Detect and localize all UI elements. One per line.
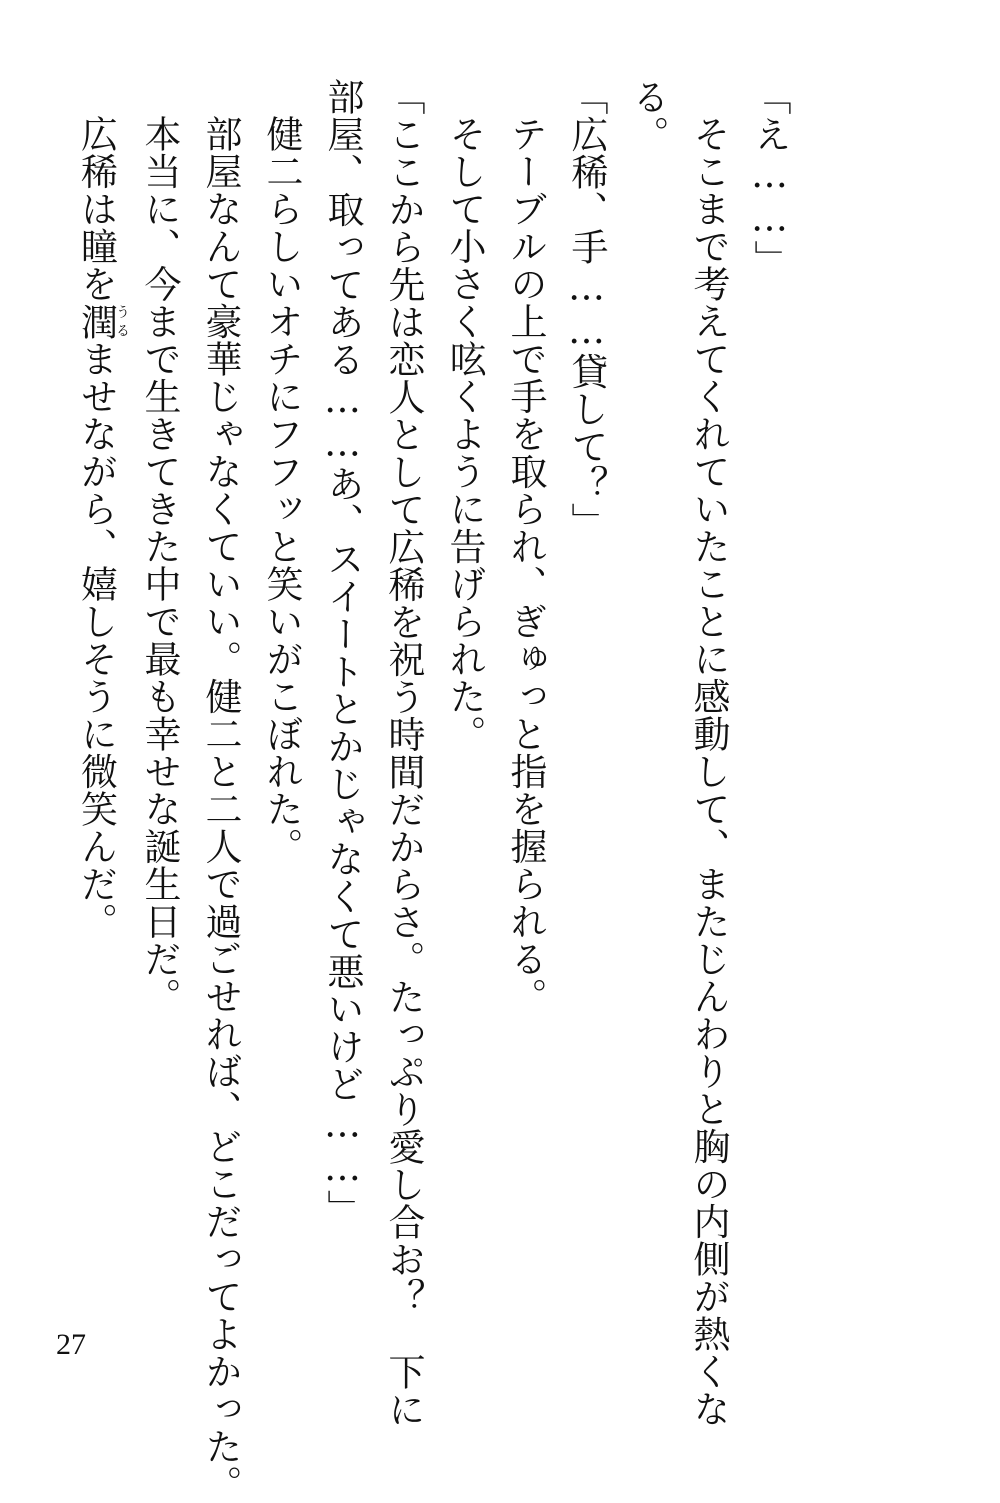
ruby-reading: うる <box>114 302 130 340</box>
text-line-12 <box>66 78 130 1358</box>
text-line-6: そして小さく呟くように告げられた。 <box>443 115 486 753</box>
text-line-9: 健二らしいオチにフフッと笑いがこぼれた。 <box>260 115 303 865</box>
text-line-8: 部屋、取ってある……あ、スイートとかじゃなくて悪いけど……」 <box>321 78 364 1227</box>
text-line-4: 「広稀、手……貸して？」 <box>565 78 608 540</box>
text-line-2: そこまで考えてくれていたことに感動して、またじんわりと胸の内側が熱くな <box>687 115 730 1428</box>
ruby-base: 潤 <box>74 302 118 340</box>
text-line-3: る。 <box>626 78 669 153</box>
text-line-11: 本当に、今まで生きてきた中で最も幸せな誕生日だ。 <box>138 115 181 1015</box>
text-line-12-after: ませながら、嬉しそうに微笑んだ。 <box>74 340 118 940</box>
text-line-7: 「ここから先は恋人として広稀を祝う時間だからさ。たっぷり愛し合お？ 下に <box>382 78 425 1428</box>
vertical-text-body <box>66 78 801 1503</box>
ruby-word <box>74 302 130 341</box>
text-line-12-before: 広稀は瞳を <box>74 115 118 303</box>
text-line-10: 部屋なんて豪華じゃなくていい。健二と二人で過ごせれば、どこだってよかった。 <box>199 115 242 1503</box>
text-line-5: テーブルの上で手を取られ、ぎゅっと指を握られる。 <box>504 115 547 1015</box>
page-number: 27 <box>56 1328 86 1361</box>
text-line-1: 「え……」 <box>748 78 791 278</box>
